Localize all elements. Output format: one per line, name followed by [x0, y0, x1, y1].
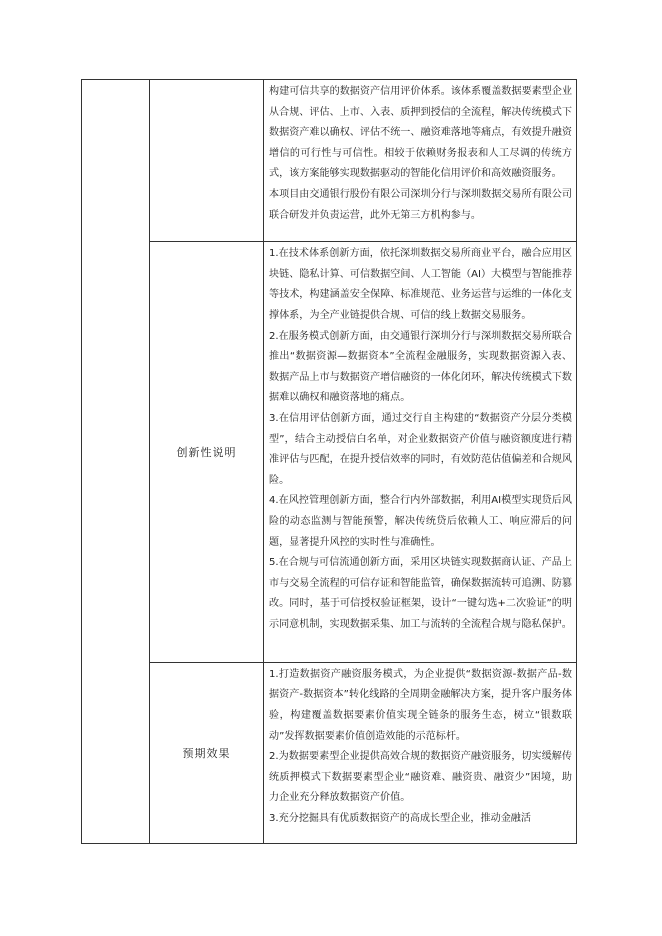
row-label-innovation: 创新性说明 [150, 242, 264, 663]
table-row [82, 662, 577, 843]
paragraph: 本项目由交通银行股份有限公司深圳分行与深圳数据交易所有限公司联合研发并负责运营，此外无第三方机构参与。 [269, 188, 572, 221]
paragraph: 1.在技术体系创新方面，依托深圳数据交易所商业平台，融合应用区块链、隐私计算、可信数据空间、人工智能（AI）大模型与智能推荐等技术，构建涵盖安全保障、标准规范、业务运营与运维的一体化支撑体系，为全产业链提供合规、可信的线上数据交易服务。 [269, 248, 572, 321]
content-cell-intro [264, 80, 577, 242]
paragraph: 3.在信用评估创新方面，通过交行自主构建的“数据资产分层分类模型”，结合主动授信白名单，对企业数据资产价值与融资额度进行精准评估与匹配，在提升授信效率的同时，有效防范估值偏差和合规风险。 [269, 412, 572, 486]
row-label-expected-effect: 预期效果 [150, 662, 264, 843]
document-table [81, 79, 577, 844]
paragraph: 5.在合规与可信流通创新方面，采用区块链实现数据商认证、产品上市与交易全流程的可信存证和智能监管，确保数据流转可追溯、防篡改。同时，基于可信授权验证框架，设计“一键勾选+二次验证”的明示同意机制，实现数据采集、加工与流转的全流程合规与隐私保护。 [269, 557, 572, 630]
paragraph: 2.为数据要素型企业提供高效合规的数据资产融资服务，切实缓解传统质押模式下数据要素型企业“融资难、融资贵、融资少”困境，助力企业充分释放数据资产价值。 [269, 751, 572, 804]
paragraph: 4.在风控管理创新方面，整合行内外部数据，利用AI模型实现贷后风险的动态监测与智能预警，解决传统贷后依赖人工、响应滞后的问题，显著提升风控的实时性与准确性。 [269, 495, 572, 548]
content-cell-innovation [264, 242, 577, 663]
paragraph: 1.打造数据资产融资服务模式，为企业提供“数据资源-数据产品-数据资产-数据资本”转化线路的全周期金融解决方案，提升客户服务体验，构建覆盖数据要素价值实现全链条的服务生态，树立“银数联动”发挥数据要素价值创造效能的示范标杆。 [269, 668, 572, 742]
content-cell-expected-effect [264, 662, 577, 843]
paragraph: 2.在服务模式创新方面，由交通银行深圳分行与深圳数据交易所联合推出“数据资源—数据资本”全流程金融服务，实现数据资源入表、数据产品上市与数据资产增信融资的一体化闭环，解决传统模式下数据难以确权和融资落地的痛点。 [269, 330, 572, 404]
paragraph: 构建可信共享的数据资产信用评价体系。该体系覆盖数据要素型企业从合规、评估、上市、入表、质押到授信的全流程，解决传统模式下数据资产难以确权、评估不统一、融资难落地等痛点，有效提升融资增信的可行性与可信性。相较于依赖财务报表和人工尽调的传统方式，该方案能够实现数据驱动的智能化信用评价和高效融资服务。 [269, 86, 572, 180]
table-row [82, 80, 577, 242]
paragraph: 3.充分挖掘具有优质数据资产的高成长型企业，推动金融活 [269, 812, 531, 824]
row-label-empty [150, 80, 264, 242]
table-row [82, 242, 577, 663]
outer-empty-cell [82, 80, 150, 844]
